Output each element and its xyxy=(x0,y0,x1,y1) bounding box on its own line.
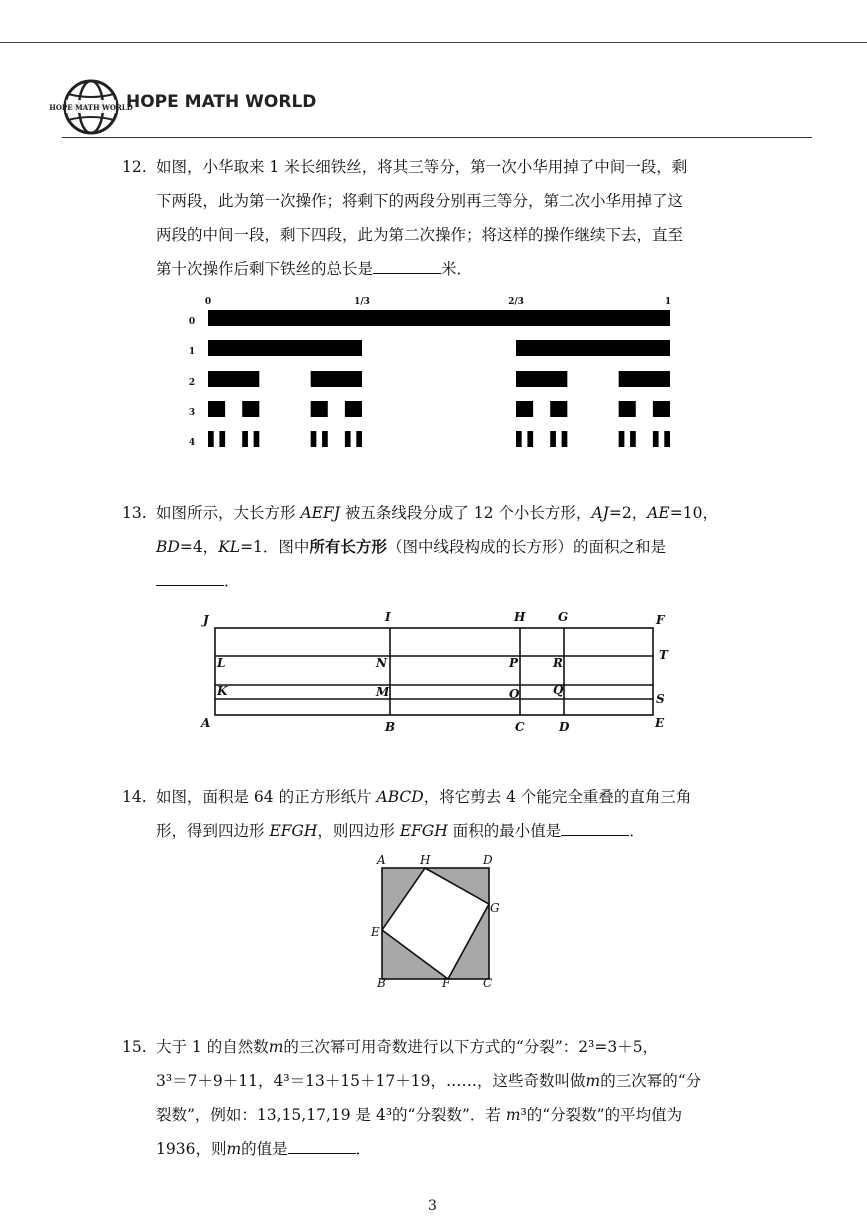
top-rule xyxy=(0,42,867,43)
cantor-segment-row2-3 xyxy=(619,371,670,387)
q14-text: ． xyxy=(629,822,645,840)
question-12 xyxy=(122,150,762,286)
answer-blank xyxy=(288,1139,356,1154)
tick-2-3: 2/3 xyxy=(508,297,524,307)
label-K: K xyxy=(217,684,228,698)
question-number: 13. xyxy=(122,504,147,522)
tick-1-3: 1/3 xyxy=(354,297,370,307)
label-G: G xyxy=(490,901,500,915)
q13-var: AE xyxy=(647,504,670,522)
page-header xyxy=(49,78,822,138)
cantor-segment-row4-13 xyxy=(630,431,636,447)
label-R: R xyxy=(553,656,563,670)
cantor-segment-row4-1 xyxy=(219,431,225,447)
label-F: F xyxy=(442,976,451,990)
globe-logo-icon xyxy=(49,78,133,136)
label-J: J xyxy=(203,613,209,627)
q14-var: ABCD xyxy=(376,788,424,806)
label-B: B xyxy=(377,976,386,990)
page-number: 3 xyxy=(428,1198,437,1214)
q14-text: 形，得到四边形 xyxy=(156,822,270,840)
q15-text: 1936，则 xyxy=(156,1140,227,1158)
q15-text: 的三次幂的“分 xyxy=(600,1072,702,1090)
label-G: G xyxy=(558,610,569,624)
q14-text: ，将它剪去 4 个能完全重叠的直角三角 xyxy=(423,788,692,806)
q14-text: ，则四边形 xyxy=(317,822,400,840)
q12-line-3: 两段的中间一段，剩下四段，此为第二次操作；将这样的操作继续下去，直至 xyxy=(156,226,684,244)
answer-blank xyxy=(373,259,441,274)
header-rule xyxy=(62,137,812,138)
square-figure xyxy=(368,850,508,990)
question-number: 14. xyxy=(122,788,147,806)
q12-line-4-end: 米． xyxy=(441,260,473,278)
q13-var: AJ xyxy=(591,504,609,522)
cantor-segment-row4-15 xyxy=(664,431,670,447)
label-D: D xyxy=(559,720,570,734)
label-M: M xyxy=(376,685,390,699)
q13-text: =10， xyxy=(669,504,718,522)
question-number: 12. xyxy=(122,158,147,176)
label-N: N xyxy=(376,656,387,670)
cantor-segment-row4-2 xyxy=(242,431,248,447)
label-T: T xyxy=(659,648,668,662)
cantor-segment-row4-6 xyxy=(345,431,351,447)
label-E: E xyxy=(371,925,380,939)
tick-0: 0 xyxy=(204,297,212,307)
cantor-segment-row3-0 xyxy=(208,401,225,417)
label-O: O xyxy=(509,687,520,701)
cantor-segment-row2-0 xyxy=(208,371,259,387)
cantor-segment-row2-1 xyxy=(311,371,362,387)
label-H: H xyxy=(514,610,526,624)
label-B: B xyxy=(385,720,396,734)
label-A: A xyxy=(377,853,386,867)
question-15 xyxy=(122,1030,762,1166)
cantor-segment-row3-7 xyxy=(653,401,670,417)
cantor-segment-row3-3 xyxy=(345,401,362,417)
cantor-segment-row4-10 xyxy=(550,431,556,447)
label-S: S xyxy=(656,692,665,706)
q12-line-1: 如图，小华取来 1 米长细铁丝，将其三等分，第一次小华用掉了中间一段，剩 xyxy=(156,158,688,176)
cantor-segment-row4-12 xyxy=(619,431,625,447)
q14-var: EFGH xyxy=(269,822,318,840)
q13-emphasis: 所有长方形 xyxy=(309,537,387,556)
label-C: C xyxy=(515,720,525,734)
q15-text: 大于 1 的自然数 xyxy=(156,1038,269,1056)
row-label-0: 0 xyxy=(188,317,196,327)
row-label-1: 1 xyxy=(188,347,196,357)
q13-text: 被五条线段分成了 12 个小长方形， xyxy=(339,504,592,522)
label-C: C xyxy=(483,976,493,990)
label-H: H xyxy=(420,853,431,867)
rectangle-grid-figure xyxy=(195,605,685,735)
cantor-segment-row3-4 xyxy=(516,401,533,417)
q13-var: KL xyxy=(218,538,241,556)
answer-blank xyxy=(561,821,629,836)
q13-var: BD xyxy=(156,538,180,556)
q13-text: （图中线段构成的长方形）的面积之和是 xyxy=(386,538,666,556)
q12-line-2: 下两段，此为第一次操作；将剩下的两段分别再三等分，第二次小华用掉了这 xyxy=(156,192,684,210)
cantor-segment-row4-4 xyxy=(311,431,317,447)
q13-text: =4， xyxy=(179,538,219,556)
q15-var: m xyxy=(505,1106,521,1124)
cantor-segment-row4-7 xyxy=(356,431,362,447)
label-I: I xyxy=(385,610,391,624)
cantor-segment-row4-0 xyxy=(208,431,214,447)
q15-text: 裂数”，例如：13,15,17,19 是 4³的“分裂数”．若 xyxy=(156,1106,506,1124)
cantor-segment-row3-5 xyxy=(550,401,567,417)
cantor-segment-row4-11 xyxy=(562,431,568,447)
cantor-segment-row3-2 xyxy=(311,401,328,417)
q13-text: =1．图中 xyxy=(240,538,310,556)
label-Q: Q xyxy=(553,683,564,697)
cantor-segment-row3-1 xyxy=(242,401,259,417)
label-L: L xyxy=(217,656,226,670)
row-label-3: 3 xyxy=(188,408,196,418)
cantor-segment-row1-0 xyxy=(208,340,362,356)
q13-var: AEFJ xyxy=(300,504,340,522)
label-A: A xyxy=(201,716,211,730)
q14-text: 面积的最小值是 xyxy=(447,822,562,840)
q12-line-4: 第十次操作后剩下铁丝的总长是 xyxy=(156,260,374,278)
q13-text: 如图所示，大长方形 xyxy=(156,504,301,522)
brand-name: HOPE MATH WORLD xyxy=(126,92,317,112)
q15-var: m xyxy=(268,1038,284,1056)
label-F: F xyxy=(656,613,665,627)
cantor-segment-row4-14 xyxy=(653,431,659,447)
tick-1: 1 xyxy=(664,297,672,307)
cantor-segment-row0-0 xyxy=(208,310,670,326)
row-label-2: 2 xyxy=(188,378,196,388)
q15-var: m xyxy=(585,1072,601,1090)
label-E: E xyxy=(655,716,665,730)
label-P: P xyxy=(509,656,519,670)
cantor-segment-row1-1 xyxy=(516,340,670,356)
cantor-segment-row4-8 xyxy=(516,431,522,447)
q15-text: ． xyxy=(355,1140,372,1158)
question-14 xyxy=(122,780,762,848)
question-13 xyxy=(122,496,762,598)
q15-text: 3³＝7＋9＋11，4³＝13＋15＋17＋19，……，这些奇数叫做 xyxy=(156,1072,586,1090)
cantor-segment-row4-9 xyxy=(527,431,533,447)
cantor-segment-row4-3 xyxy=(254,431,260,447)
q15-var: m xyxy=(226,1140,242,1158)
cantor-segment-row2-2 xyxy=(516,371,567,387)
answer-blank xyxy=(156,571,224,586)
q15-text: ³的“分裂数”的平均值为 xyxy=(520,1106,683,1124)
cantor-segment-row4-5 xyxy=(322,431,328,447)
q15-text: 的三次幂可用奇数进行以下方式的“分裂”：2³=3＋5， xyxy=(283,1038,659,1056)
q14-text: 如图，面积是 64 的正方形纸片 xyxy=(156,788,377,806)
q13-text: ． xyxy=(224,572,240,590)
row-label-4: 4 xyxy=(188,438,196,448)
cantor-segment-row3-6 xyxy=(619,401,636,417)
q14-var: EFGH xyxy=(399,822,448,840)
label-D: D xyxy=(483,853,493,867)
question-number: 15. xyxy=(122,1038,147,1056)
q13-text: =2， xyxy=(608,504,648,522)
cantor-set-figure xyxy=(180,292,680,457)
svg-text:HOPE MATH WORLD: HOPE MATH WORLD xyxy=(49,103,133,112)
q15-text: 的值是 xyxy=(241,1140,288,1158)
